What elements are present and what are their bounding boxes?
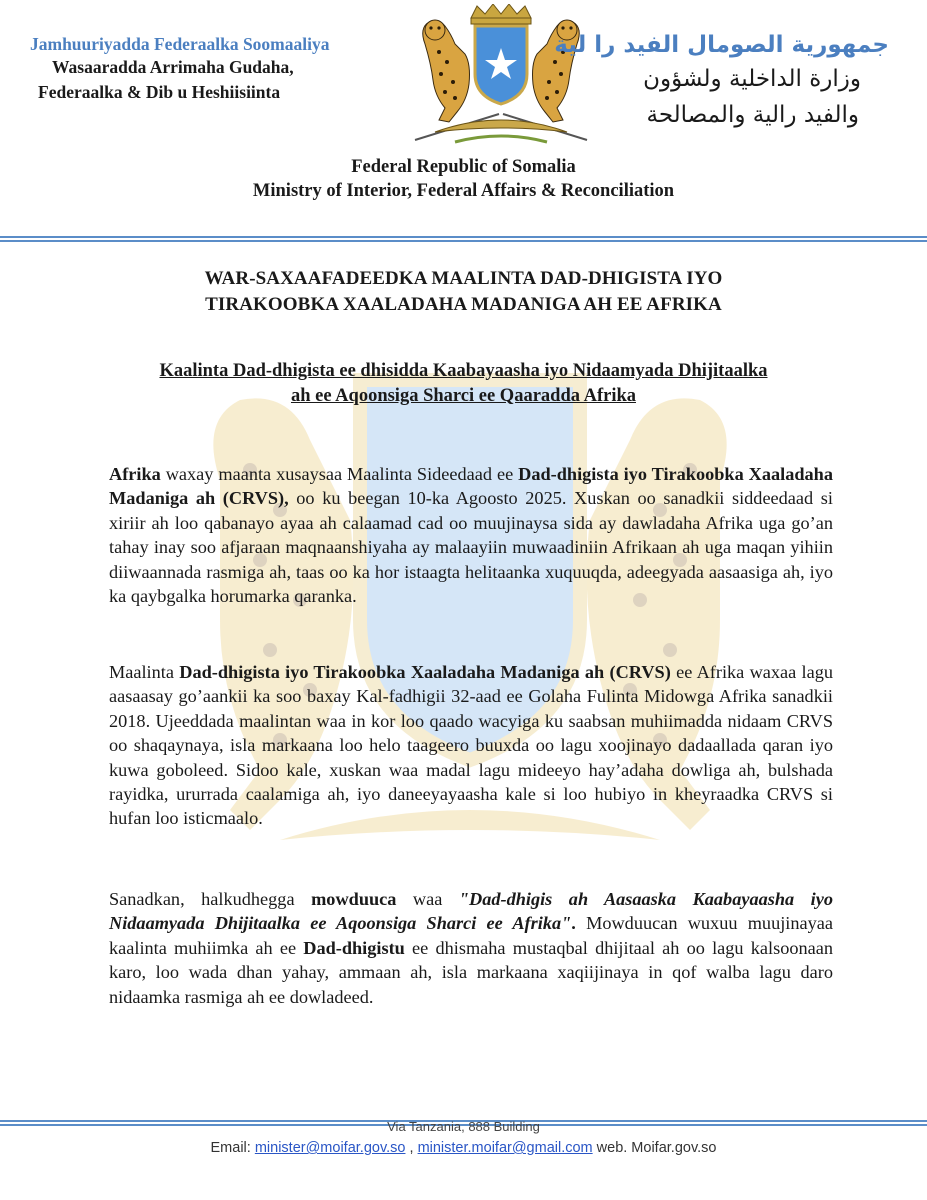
press-release-subtitle-line2: ah ee Aqoonsiga Sharci ee Qaaradda Afrika	[290, 386, 636, 406]
press-release-subtitle-line1: Kaalinta Dad-dhigista ee dhisidda Kaabayaasha iyo Nidaamyada Dhijitaalka	[159, 361, 768, 381]
header-left-country: Jamhuuriyadda Federaalka Soomaaliya	[30, 34, 330, 54]
text: ee dhismaha mustaqbal dhijitaal ah oo lagu kalsoonaan karo, loo wada dhan yahay, ammaan ah, isla markaana xaqiijinaya in qof walba lagu daro nidaamka rasmiga ah ee dowladeed.	[109, 937, 833, 1007]
header-left-ministry: Wasaaradda Arrimaha Gudaha,	[52, 57, 294, 77]
bold-text: Dad-dhigista iyo Tirakoobka Xaaladaha Madaniga ah (CRVS),	[109, 464, 833, 509]
text: waa	[396, 889, 459, 909]
theme-quote: "Dad-dhigis ah Aasaaska Kaabayaasha iyo Nidaamyada Dhijitaalka ee Aqoonsiga Sharci ee Afrika"	[109, 889, 833, 934]
bold-text: mowduuca	[311, 889, 397, 909]
header-right	[554, 30, 927, 140]
footer-address: Via Tanzania, 888 Building	[387, 1119, 540, 1134]
header-right-ministry-arabic: وزارة الداخلية ولشؤون	[643, 66, 861, 92]
email-link-gmail[interactable]: minister.moifar@gmail.com	[417, 1140, 593, 1156]
separator: ,	[405, 1140, 418, 1156]
header-center-ministry: Ministry of Interior, Federal Affairs & Reconciliation	[252, 181, 675, 201]
text: Mowduucan wuxuu muujinayaa kaalinta muhiimka ah ee	[109, 913, 833, 958]
header-right-ministry-arabic-cont: والفيد رالية والمصالحة	[646, 102, 859, 128]
footer-contact	[0, 1140, 927, 1156]
bold-text: .	[571, 913, 576, 934]
text: Maalinta	[109, 662, 180, 682]
press-release-title-line1: WAR-SAXAAFADEEDKA MAALINTA DAD-DHIGISTA IYO	[204, 268, 723, 289]
press-release-title-line2: TIRAKOOBKA XAALADAHA MADANIGA AH EE AFRIKA	[205, 294, 722, 315]
text: waxay maanta xusaysaa Maalinta Sideedaad ee	[160, 464, 519, 484]
header-left-ministry-cont: Federaalka & Dib u Heshiisiinta	[38, 82, 281, 102]
email-label: Email:	[210, 1140, 255, 1156]
header-center-country: Federal Republic of Somalia	[351, 157, 576, 177]
web-address: web. Moifar.gov.so	[592, 1140, 717, 1156]
bold-text: Afrika	[109, 464, 161, 484]
bold-text: Dad-dhigistu	[303, 937, 405, 958]
text: Sanadkan, halkudhegga	[109, 889, 312, 909]
header-divider	[0, 236, 927, 244]
text: ee Afrika waxaa lagu aasaasay go’aankii ka soo baxay Kal-fadhigii 32-aad ee Golaha Fulinta Midowga Afrika sanadkii 2018. Ujeeddada maalintan waa in kor loo qaado wacyiga ku saabsan muhiimadda nidaam CRVS oo shaqaynaya, isla markaana loo helo taageero buuxda oo lagu xoojinayo dadaallada qaran iyo kuwa goboleed. Sidoo kale, xuskan waa madal lagu mideeyo hay’adaha dowliga ah, bulshada rayidka, ururrada caalamiga ah, iyo daneeyayaasha kale si loo hubiyo in kheyraadka CRVS si hufan loo isticmaalo.	[109, 662, 834, 829]
paragraph-background	[109, 660, 833, 831]
email-link-minister[interactable]: minister@moifar.gov.so	[254, 1140, 406, 1156]
header-right-country-arabic: جمهورية الصومال الفيد را لية	[554, 32, 889, 58]
paragraph-theme	[109, 887, 833, 1009]
paragraph-intro	[109, 462, 833, 608]
somalia-coat-of-arms-watermark-icon	[160, 360, 780, 920]
text: oo ku beegan 10-ka Agoosto 2025. Xuskan oo sanadkii siddeedaad si xiriir ah loo qabanayo ayaa ah calaamad cad oo muujinaysa sida ay dawladaha Afrika uga go’an tahay inay soo afjaraan maqnaanshiyaha ay malaayiin muwaadiniin Afrikaan ah uga maqan yihiin diiwaannada rasmiga ah, taas oo ka hor istaagta helitaanka xuquuqda, adeegyada aasaasiga ah, iyo ka qaybgalka horumarka qaranka.	[109, 488, 833, 607]
bold-text: Dad-dhigista iyo Tirakoobka Xaaladaha Madaniga ah (CRVS)	[179, 662, 671, 682]
